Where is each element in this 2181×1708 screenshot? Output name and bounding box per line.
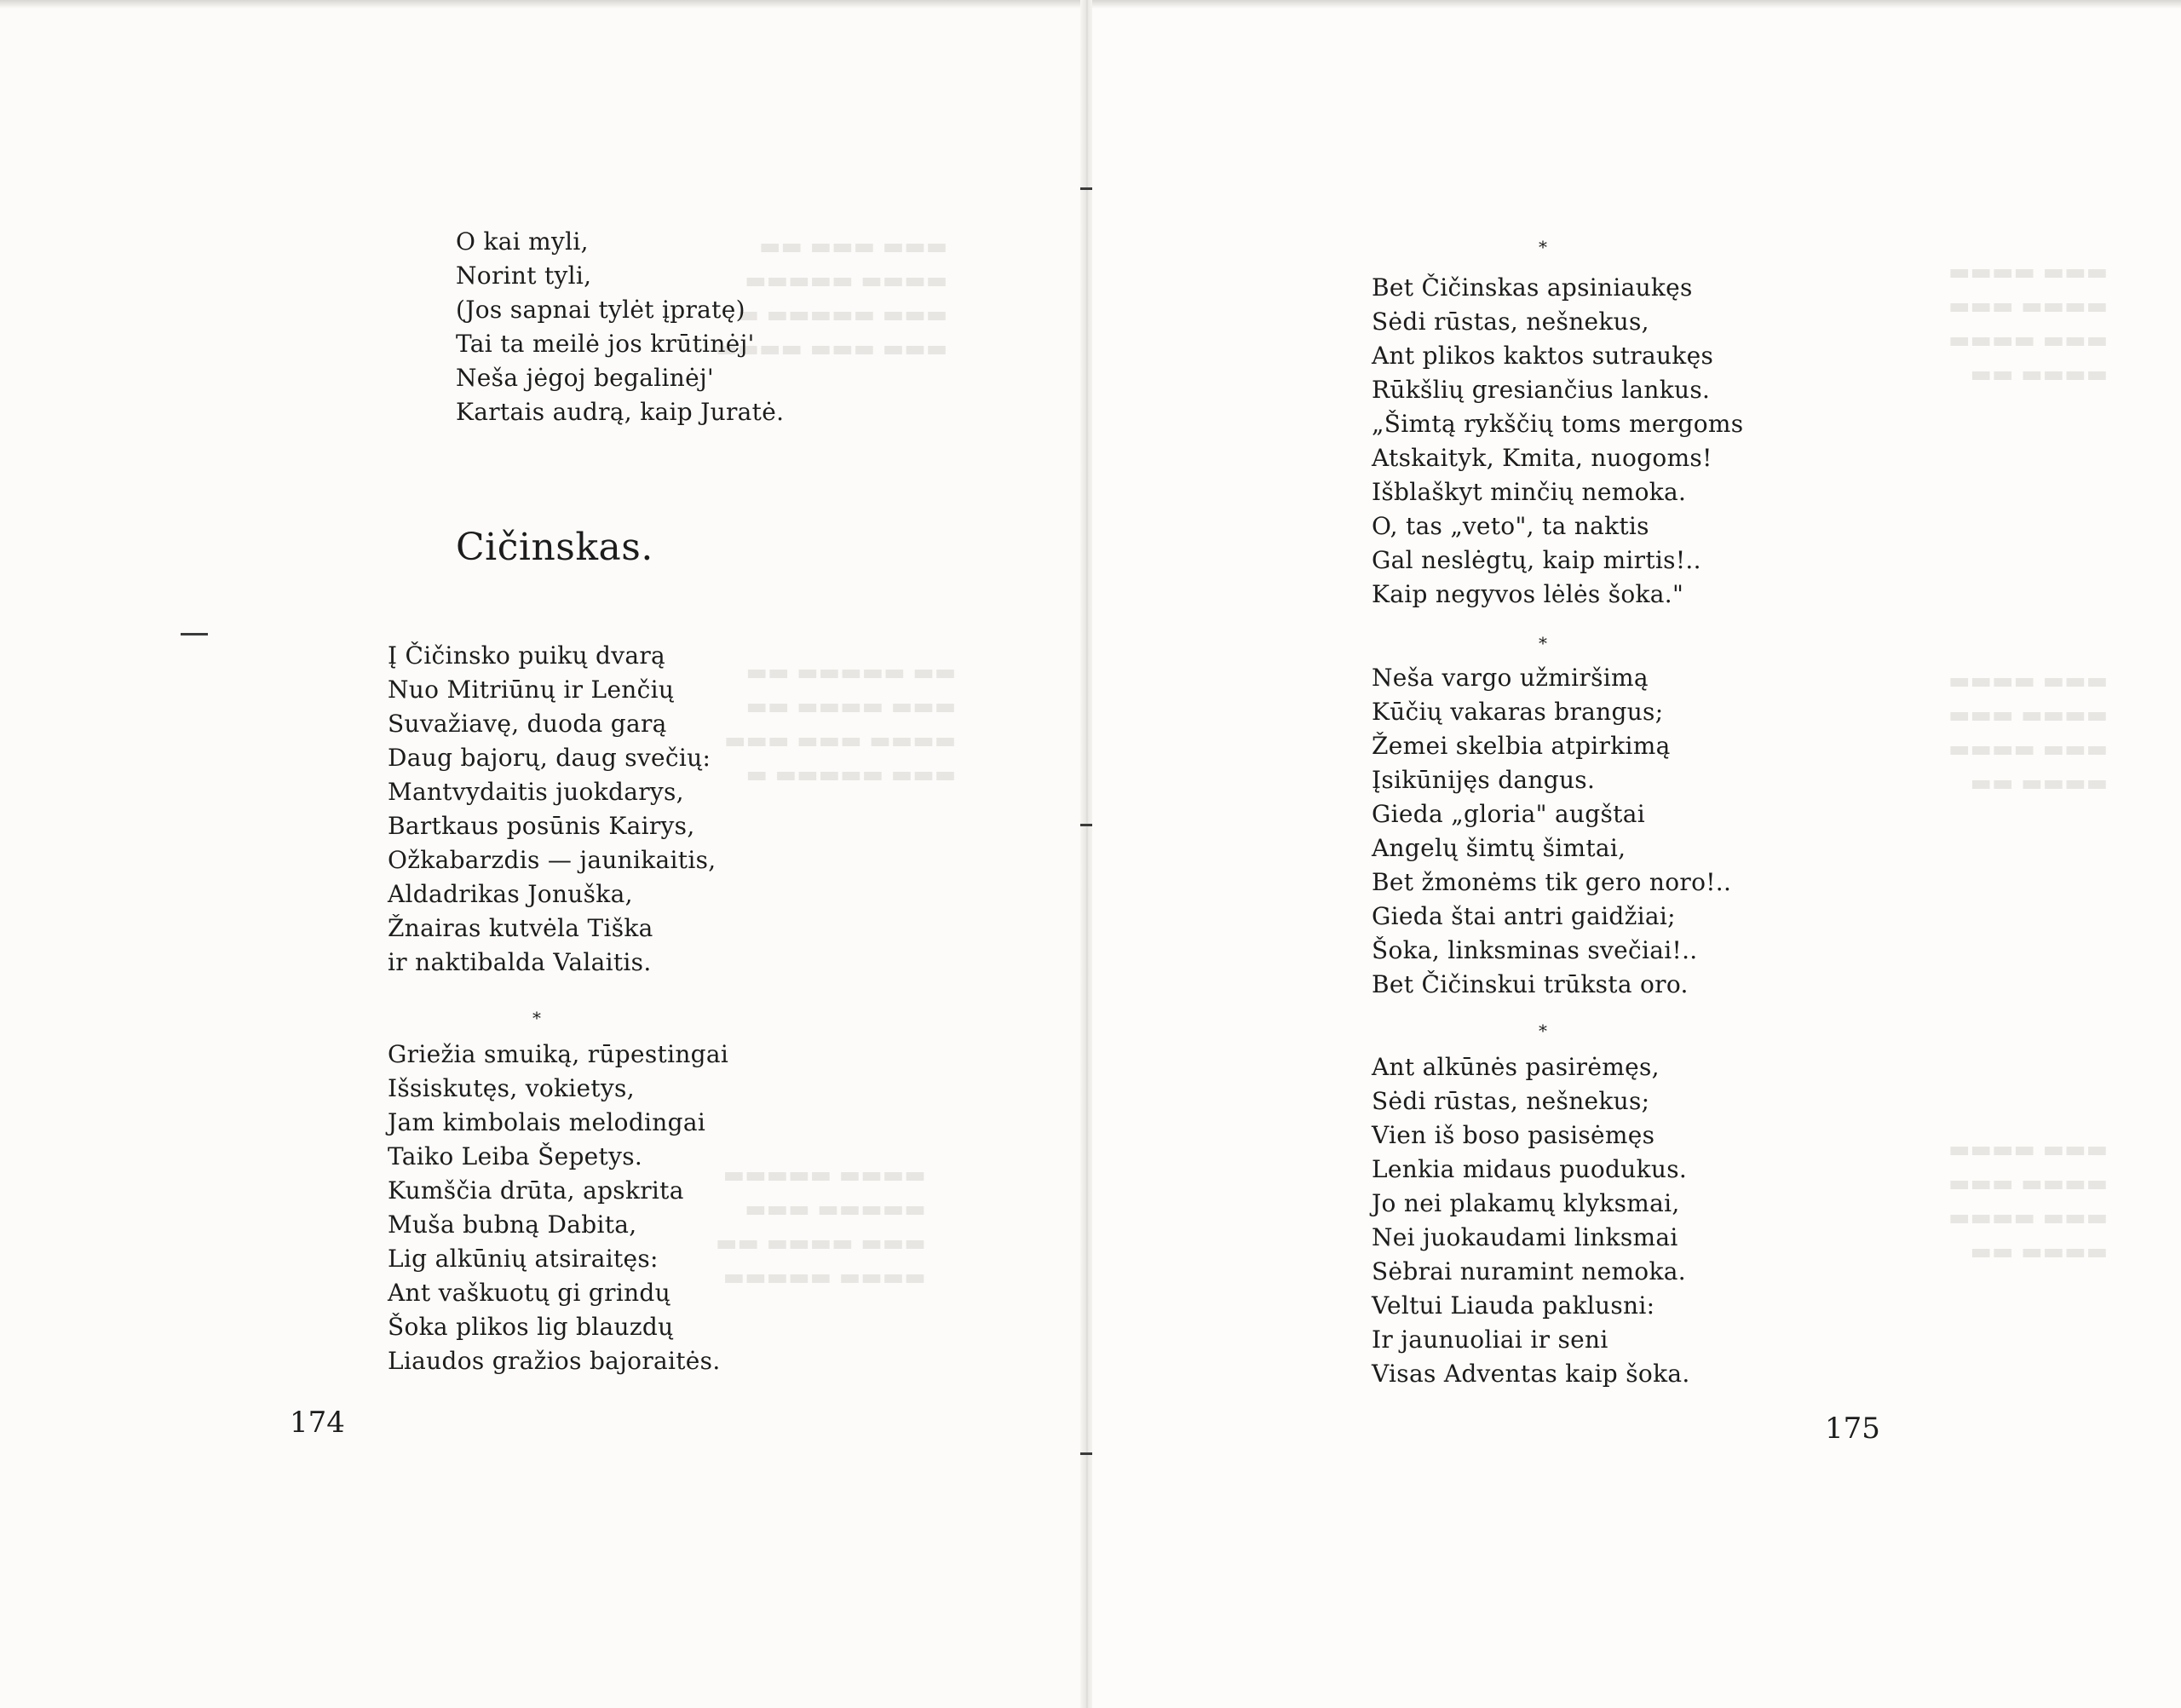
- stanza-separator: *: [1539, 633, 1547, 653]
- verse-line: (Jos sapnai tylėt įpratę): [456, 296, 745, 324]
- verse-line: Bartkaus posūnis Kairys,: [388, 812, 695, 840]
- verse-line: Jam kimbolais melodingai: [388, 1108, 706, 1136]
- verse-line: Išsiskutęs, vokietys,: [388, 1074, 635, 1102]
- verse-line: Bet Čičinskas apsiniaukęs: [1372, 273, 1693, 302]
- verse-line: Suvažiavę, duoda garą: [388, 710, 667, 738]
- verse-line: ir naktibalda Valaitis.: [388, 948, 652, 976]
- verse-line: O, tas „veto", ta naktis: [1372, 512, 1649, 540]
- verse-line: Vien iš boso pasisėmęs: [1372, 1121, 1655, 1149]
- verse-line: Sėdi rūstas, nešnekus,: [1372, 308, 1649, 336]
- page-top-edge: [1092, 0, 2181, 9]
- gutter-mark: [1080, 187, 1092, 190]
- verse-line: Lenkia midaus puodukus.: [1372, 1155, 1688, 1183]
- stanza-3: [1372, 1050, 1690, 1391]
- verse-line: Ant plikos kaktos sutraukęs: [1372, 342, 1714, 370]
- page-number: 175: [1825, 1412, 1880, 1446]
- verse-line: Žnairas kutvėla Tiška: [388, 914, 653, 942]
- poem-title: Cičinskas.: [456, 526, 653, 569]
- verse-line: O kai myli,: [456, 227, 589, 256]
- verse-line: Sėdi rūstas, nešnekus;: [1372, 1087, 1650, 1115]
- stanza-1: [388, 639, 716, 980]
- show-through-text: ▬▬ ▬▬▬▬▬ ▬▬ ▬▬▬ ▬▬▬▬ ▬▬ ▬▬▬▬ ▬▬▬ ▬▬▬ ▬▬▬ ▬▬▬▬▬ ▬: [724, 659, 957, 788]
- verse-line: Bet žmonėms tik gero noro!..: [1372, 868, 1732, 896]
- show-through-text: ▬▬▬ ▬▬▬▬ ▬▬▬▬ ▬▬▬ ▬▬▬ ▬▬▬▬ ▬▬▬▬ ▬▬: [1948, 668, 2109, 796]
- verse-line: Nuo Mitriūnų ir Lenčių: [388, 676, 675, 704]
- verse-line: Gieda „gloria" augštai: [1372, 800, 1645, 828]
- stanza-separator: *: [532, 1008, 541, 1028]
- verse-line: Sėbrai nuramint nemoka.: [1372, 1257, 1686, 1285]
- verse-line: Ant vaškuotų gi grindų: [388, 1279, 670, 1307]
- right-page: [1092, 0, 2181, 1708]
- page-number: 174: [290, 1406, 345, 1440]
- verse-line: Nei juokaudami linksmai: [1372, 1223, 1678, 1251]
- verse-line: Lig alkūnių atsiraitęs:: [388, 1245, 659, 1273]
- verse-line: Kartais audrą, kaip Juratė.: [456, 398, 785, 426]
- verse-line: Įsikūnijęs dangus.: [1372, 766, 1596, 794]
- left-page: [0, 0, 1087, 1708]
- verse-line: Žemei skelbia atpirkimą: [1372, 732, 1671, 760]
- gutter-mark: [1080, 824, 1092, 826]
- verse-line: „Šimtą rykščių toms mergoms: [1372, 410, 1744, 438]
- verse-line: Ir jaunuoliai ir seni: [1372, 1326, 1608, 1354]
- stanza-2: [388, 1038, 728, 1378]
- verse-line: Šoka plikos lig blauzdų: [388, 1313, 674, 1341]
- verse-line: Gieda štai antri gaidžiai;: [1372, 902, 1676, 930]
- verse-line: Į Čičinsko puikų dvarą: [388, 641, 666, 670]
- verse-line: Taiko Leiba Šepetys.: [388, 1142, 643, 1170]
- gutter-mark: [1080, 1452, 1092, 1455]
- verse-line: Neša vargo užmiršimą: [1372, 664, 1649, 692]
- verse-line: Liaudos gražios bajoraitės.: [388, 1347, 721, 1375]
- verse-line: Visas Adventas kaip šoka.: [1372, 1360, 1690, 1388]
- stanza-2: [1372, 661, 1731, 1002]
- verse-line: Išblaškyt minčių nemoka.: [1372, 478, 1687, 506]
- verse-line: Mantvydaitis juokdarys,: [388, 778, 684, 806]
- page-top-edge: [0, 0, 1087, 9]
- verse-line: Norint tyli,: [456, 262, 592, 290]
- verse-line: Muša bubną Dabita,: [388, 1211, 637, 1239]
- verse-line: Rūkšlių gresiančius lankus.: [1372, 376, 1711, 404]
- verse-line: Kūčių vakaras brangus;: [1372, 698, 1664, 726]
- verse-line: Veltui Liauda paklusni:: [1372, 1291, 1655, 1320]
- verse-line: Kumščia drūta, apskrita: [388, 1176, 684, 1205]
- show-through-text: ▬▬▬ ▬▬▬ ▬▬ ▬▬▬▬ ▬▬▬▬▬ ▬▬▬ ▬▬▬▬▬ ▬ ▬▬▬ ▬▬▬ ▬▬▬▬: [716, 233, 948, 362]
- verse-line: Aldadrikas Jonuška,: [388, 880, 633, 908]
- show-through-text: ▬▬▬▬ ▬▬▬▬▬ ▬▬▬▬▬ ▬▬▬ ▬▬▬ ▬▬▬▬ ▬▬ ▬▬▬▬ ▬▬▬▬▬: [716, 1162, 926, 1291]
- verse-line: Šoka, linksminas svečiai!..: [1372, 936, 1698, 964]
- verse-line: Ožkabarzdis — jaunikaitis,: [388, 846, 716, 874]
- verse-line: Bet Čičinskui trūksta oro.: [1372, 970, 1689, 998]
- stanza-1: [1372, 271, 1743, 612]
- verse-line: Kaip negyvos lėlės šoka.": [1372, 580, 1684, 608]
- verse-line: Jo nei plakamų klyksmai,: [1372, 1189, 1680, 1217]
- show-through-text: ▬▬▬ ▬▬▬▬ ▬▬▬▬ ▬▬▬ ▬▬▬ ▬▬▬▬ ▬▬▬▬ ▬▬: [1948, 259, 2109, 388]
- stanza-separator: *: [1539, 237, 1547, 257]
- verse-line: Griežia smuiką, rūpestingai: [388, 1040, 729, 1068]
- verse-line: Ant alkūnės pasirėmęs,: [1372, 1053, 1660, 1081]
- verse-line: Daug bajorų, daug svečių:: [388, 744, 711, 772]
- verse-line: Neša jėgoj begalinėj': [456, 364, 714, 392]
- show-through-text: ▬▬▬ ▬▬▬▬ ▬▬▬▬ ▬▬▬ ▬▬▬ ▬▬▬▬ ▬▬▬▬ ▬▬: [1948, 1136, 2109, 1265]
- verse-line: Gal neslėgtų, kaip mirtis!..: [1372, 546, 1701, 574]
- stanza-separator: *: [1539, 1021, 1547, 1041]
- verse-line: Angelų šimtų šimtai,: [1372, 834, 1626, 862]
- verse-line: Tai ta meilė jos krūtinėj': [456, 330, 755, 358]
- margin-mark: [181, 633, 208, 635]
- stanza-top: [456, 225, 784, 429]
- verse-line: Atskaityk, Kmita, nuogoms!: [1372, 444, 1712, 472]
